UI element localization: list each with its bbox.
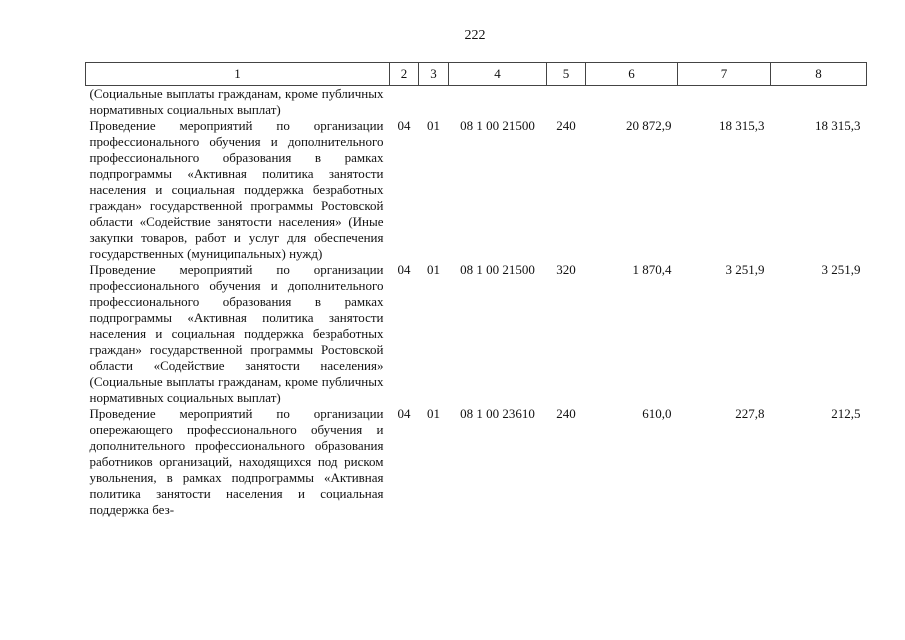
row-expense-type: [547, 86, 586, 119]
column-header: 8: [771, 63, 867, 86]
column-header: 7: [678, 63, 771, 86]
column-header: 3: [419, 63, 449, 86]
row-section-code: 04: [397, 406, 411, 421]
page-number: 222: [464, 28, 486, 43]
row-subsection-code: 01: [427, 406, 440, 421]
row-target-article: 08 1 00 21500: [460, 262, 535, 277]
row-expense-type: 240: [556, 118, 576, 133]
row-expense-type: 320: [556, 262, 576, 277]
row-description: Проведение мероприятий по организации опережающего профессионального обучения и дополнительного профессионального образования работников организаций, находящихся под риском увольнения, в рамках подпрограммы «Активная политика занятости населения и социальная поддержка без-: [89, 406, 384, 517]
row-amount-col7: 18 315,3: [719, 118, 765, 133]
column-header: 2: [390, 63, 419, 86]
table-row: [86, 262, 867, 406]
column-header: 1: [86, 63, 390, 86]
row-amount-col7: 227,8: [735, 406, 765, 421]
row-subsection-code: 01: [427, 118, 440, 133]
row-amount-col8: [771, 86, 867, 119]
table-row: [86, 406, 867, 518]
column-header: 5: [547, 63, 586, 86]
row-amount-col6: 20 872,9: [626, 118, 672, 133]
row-target-article: [449, 86, 547, 119]
row-amount-col8: 3 251,9: [821, 262, 861, 277]
row-section-code: 04: [397, 262, 411, 277]
row-amount-col7: [678, 86, 771, 119]
table-row: [86, 118, 867, 262]
row-amount-col7: 3 251,9: [725, 262, 765, 277]
row-section-code: 04: [397, 118, 411, 133]
row-description: Проведение мероприятий по организации профессионального обучения и дополнительного профессионального образования в рамках подпрограммы «Активная политика занятости населения и социальная поддержка безработных граждан» государственной программы Ростовской области «Содействие занятости населения» (Социальные выплаты гражданам, кроме публичных нормативных социальных выплат): [89, 262, 384, 405]
table-row: [86, 86, 867, 119]
row-amount-col6: 1 870,4: [632, 262, 672, 277]
row-description: (Социальные выплаты гражданам, кроме публичных нормативных социальных выплат): [89, 86, 384, 117]
row-amount-col8: 212,5: [831, 406, 861, 421]
row-subsection-code: 01: [427, 262, 440, 277]
row-subsection-code: [419, 86, 449, 119]
row-description: Проведение мероприятий по организации профессионального обучения и дополнительного профессионального образования в рамках подпрограммы «Активная политика занятости населения и социальная поддержка безработных граждан» государственной программы Ростовской области «Содействие занятости населения» (Иные закупки товаров, работ и услуг для обеспечения государственных (муниципальных) нужд): [89, 118, 384, 261]
column-header: 4: [449, 63, 547, 86]
row-amount-col6: [586, 86, 678, 119]
table-header-row: [86, 63, 867, 86]
row-target-article: 08 1 00 21500: [460, 118, 535, 133]
row-amount-col6: 610,0: [642, 406, 672, 421]
row-amount-col8: 18 315,3: [815, 118, 861, 133]
row-section-code: [390, 86, 419, 119]
budget-table: [85, 62, 867, 518]
row-expense-type: 240: [556, 406, 576, 421]
column-header: 6: [586, 63, 678, 86]
row-target-article: 08 1 00 23610: [460, 406, 535, 421]
